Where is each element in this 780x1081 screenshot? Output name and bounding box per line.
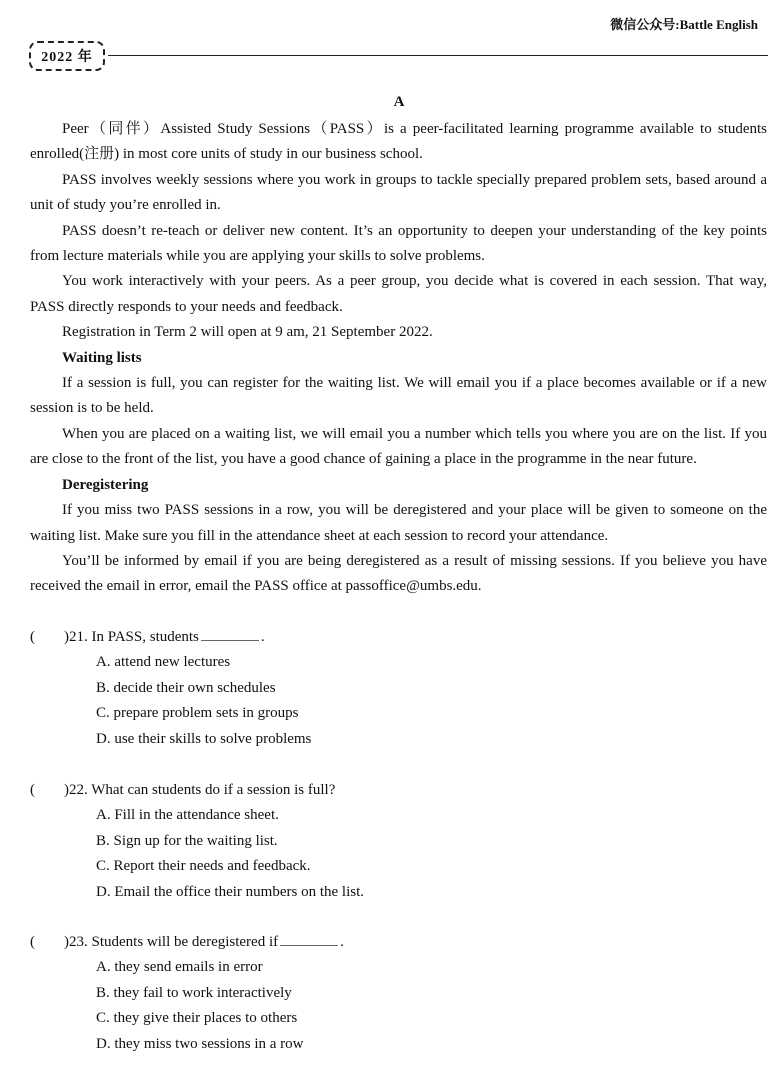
section-subheading: Waiting lists [62,349,142,366]
passage-paragraph: If a session is full, you can register for the waiting list. We will email you if a place becomes available or if a new session is to be held. [30,375,767,417]
question-number: )21. [64,629,92,645]
question-stem-text: What can students do if a session is full? [91,782,336,798]
answer-blank [280,931,338,946]
answer-paren[interactable]: ( [30,782,35,798]
answer-option[interactable]: D. use their skills to solve problems [96,730,312,747]
question-number: )23. [64,934,92,950]
section-subheading: Deregistering [62,476,149,493]
section-letter: A [393,94,405,110]
answer-option[interactable]: A. they send emails in error [96,959,263,976]
passage-paragraph: Registration in Term 2 will open at 9 am, 21 September 2022. [62,324,433,341]
answer-option[interactable]: A. Fill in the attendance sheet. [96,807,279,824]
question-text [64,778,335,803]
question-block [30,778,750,905]
answer-option[interactable]: D. Email the office their numbers on the list. [96,883,364,900]
passage-paragraph: If you miss two PASS sessions in a row, you will be deregistered and your place will be given to someone on the waiting list. Make sure you fill in the attendance sheet at each session to record your attendance. [30,502,767,544]
answer-blank [201,626,259,641]
year-badge: 2022 年 [29,41,105,71]
passage-paragraph: Peer（同伴）Assisted Study Sessions（PASS）is a peer-facilitated learning programme available to students enrolled(注册) in most core units of study in our business school. [30,121,767,163]
header-divider [108,55,768,56]
question-stem-end: . [340,934,344,950]
reading-passage [30,117,767,600]
question-stem [30,778,750,803]
answer-paren[interactable]: ( [30,629,35,645]
passage-paragraph: PASS involves weekly sessions where you work in groups to tackle specially prepared problem sets, based around a unit of study you’re enrolled in. [30,171,767,214]
answer-option[interactable]: C. prepare problem sets in groups [96,705,299,722]
question-block [30,930,750,1057]
answer-option[interactable]: B. decide their own schedules [96,679,276,696]
answer-option[interactable]: B. Sign up for the waiting list. [96,832,278,849]
question-text [64,625,265,650]
answer-option[interactable]: D. they miss two sessions in a row [96,1035,304,1052]
answer-paren[interactable]: ( [30,934,35,950]
answer-option[interactable]: A. attend new lectures [96,654,231,671]
question-text [64,930,344,955]
passage-paragraph: You’ll be informed by email if you are being deregistered as a result of missing sessions. If you believe you have received the email in error, email the PASS office at passoffice@umbs.edu. [30,552,767,595]
passage-paragraph: PASS doesn’t re-teach or deliver new content. It’s an opportunity to deepen your understanding of the key points from lecture materials while you are applying your skills to solve problems. [30,222,767,265]
question-stem-text: Students will be deregistered if [91,934,279,950]
answer-option[interactable]: C. Report their needs and feedback. [96,858,311,875]
question-stem-end: . [260,629,265,645]
passage-paragraph: When you are placed on a waiting list, we will email you a number which tells you where you are on the list. If you are close to the front of the list, you have a good chance of gaining a place in the programme in the near future. [30,425,767,468]
header-note: 微信公众号:Battle English [610,17,758,32]
passage-paragraph: You work interactively with your peers. As a peer group, you decide what is covered in each session. That way, PASS directly responds to your needs and feedback. [30,273,767,315]
question-stem [30,930,750,955]
question-number: )22. [64,782,92,798]
question-block [30,625,750,752]
question-stem [30,625,750,650]
answer-option[interactable]: B. they fail to work interactively [96,984,292,1001]
answer-option[interactable]: C. they give their places to others [96,1010,298,1027]
question-stem-text: In PASS, students [91,629,199,645]
